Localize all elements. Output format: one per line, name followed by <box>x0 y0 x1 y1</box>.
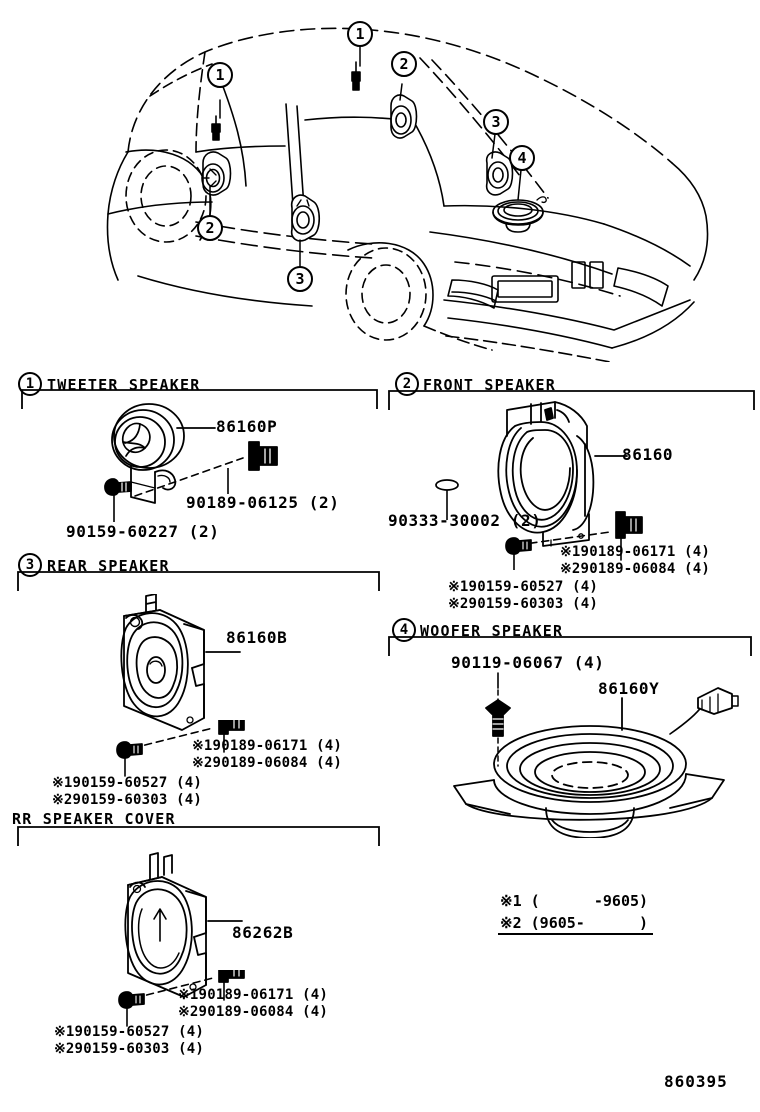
section-woofer-title: WOOFER SPEAKER <box>420 622 564 640</box>
section-rear-badge: 3 <box>18 553 42 577</box>
part-label-190159-60527-rear: ※190159-60527 (4) <box>52 775 202 791</box>
part-label-190189-06171-cover: ※190189-06171 (4) <box>178 987 328 1003</box>
section-front-badge: 2 <box>395 372 419 396</box>
section-woofer-badge: 4 <box>392 618 416 642</box>
vehicle-callout-3-tray: 3 <box>483 109 509 135</box>
part-label-86160P: 86160P <box>216 417 278 436</box>
vehicle-callout-2-door: 2 <box>197 215 223 241</box>
footnote-1: ※1 ( -9605) <box>500 892 649 910</box>
part-label-86160B: 86160B <box>226 628 288 647</box>
part-label-290159-60303-rear: ※290159-60303 (4) <box>52 792 202 808</box>
part-label-290189-06084-cover: ※290189-06084 (4) <box>178 1004 328 1020</box>
part-label-190189-06171-front: ※190189-06171 (4) <box>560 544 710 560</box>
part-label-290159-60303-front: ※290159-60303 (4) <box>448 596 598 612</box>
vehicle-illustration <box>0 0 760 362</box>
vehicle-callout-2-right: 2 <box>391 51 417 77</box>
part-label-90189-06125: 90189-06125 (2) <box>186 493 340 512</box>
part-label-290189-06084-front: ※290189-06084 (4) <box>560 561 710 577</box>
section-rear-title: REAR SPEAKER <box>47 557 170 575</box>
part-label-90333-30002: 90333-30002 (2) <box>388 511 542 530</box>
vehicle-callout-4-woofer: 4 <box>509 145 535 171</box>
drawing-number: 860395 <box>664 1072 728 1091</box>
section-rr-cover-title: RR SPEAKER COVER <box>12 810 176 828</box>
tweeter-screw-leader <box>108 482 122 526</box>
part-label-86160: 86160 <box>622 445 674 464</box>
part-label-90119-06067: 90119-06067 (4) <box>451 653 605 672</box>
footnote-2: ※2 (9605- ) <box>500 914 649 932</box>
part-label-86262B: 86262B <box>232 923 294 942</box>
section-front-title: FRONT SPEAKER <box>423 376 556 394</box>
part-label-190189-06171-rear: ※190189-06171 (4) <box>192 738 342 754</box>
part-label-290189-06084-rear: ※290189-06084 (4) <box>192 755 342 771</box>
part-label-90159-60227: 90159-60227 (2) <box>66 522 220 541</box>
part-label-190159-60527-cover: ※190159-60527 (4) <box>54 1024 204 1040</box>
section-tweeter-badge: 1 <box>18 372 42 396</box>
vehicle-callout-1-roof: 1 <box>347 21 373 47</box>
part-label-290159-60303-cover: ※290159-60303 (4) <box>54 1041 204 1057</box>
vehicle-callout-3-door: 3 <box>287 266 313 292</box>
vehicle-callout-1-pillar: 1 <box>207 62 233 88</box>
part-label-86160Y: 86160Y <box>598 679 660 698</box>
footnote-underline <box>498 932 658 938</box>
part-label-190159-60527-front: ※190159-60527 (4) <box>448 579 598 595</box>
tweeter-bolt-leader <box>222 468 236 498</box>
section-tweeter-title: TWEETER SPEAKER <box>47 376 201 394</box>
woofer-speaker-drawing <box>440 668 740 838</box>
